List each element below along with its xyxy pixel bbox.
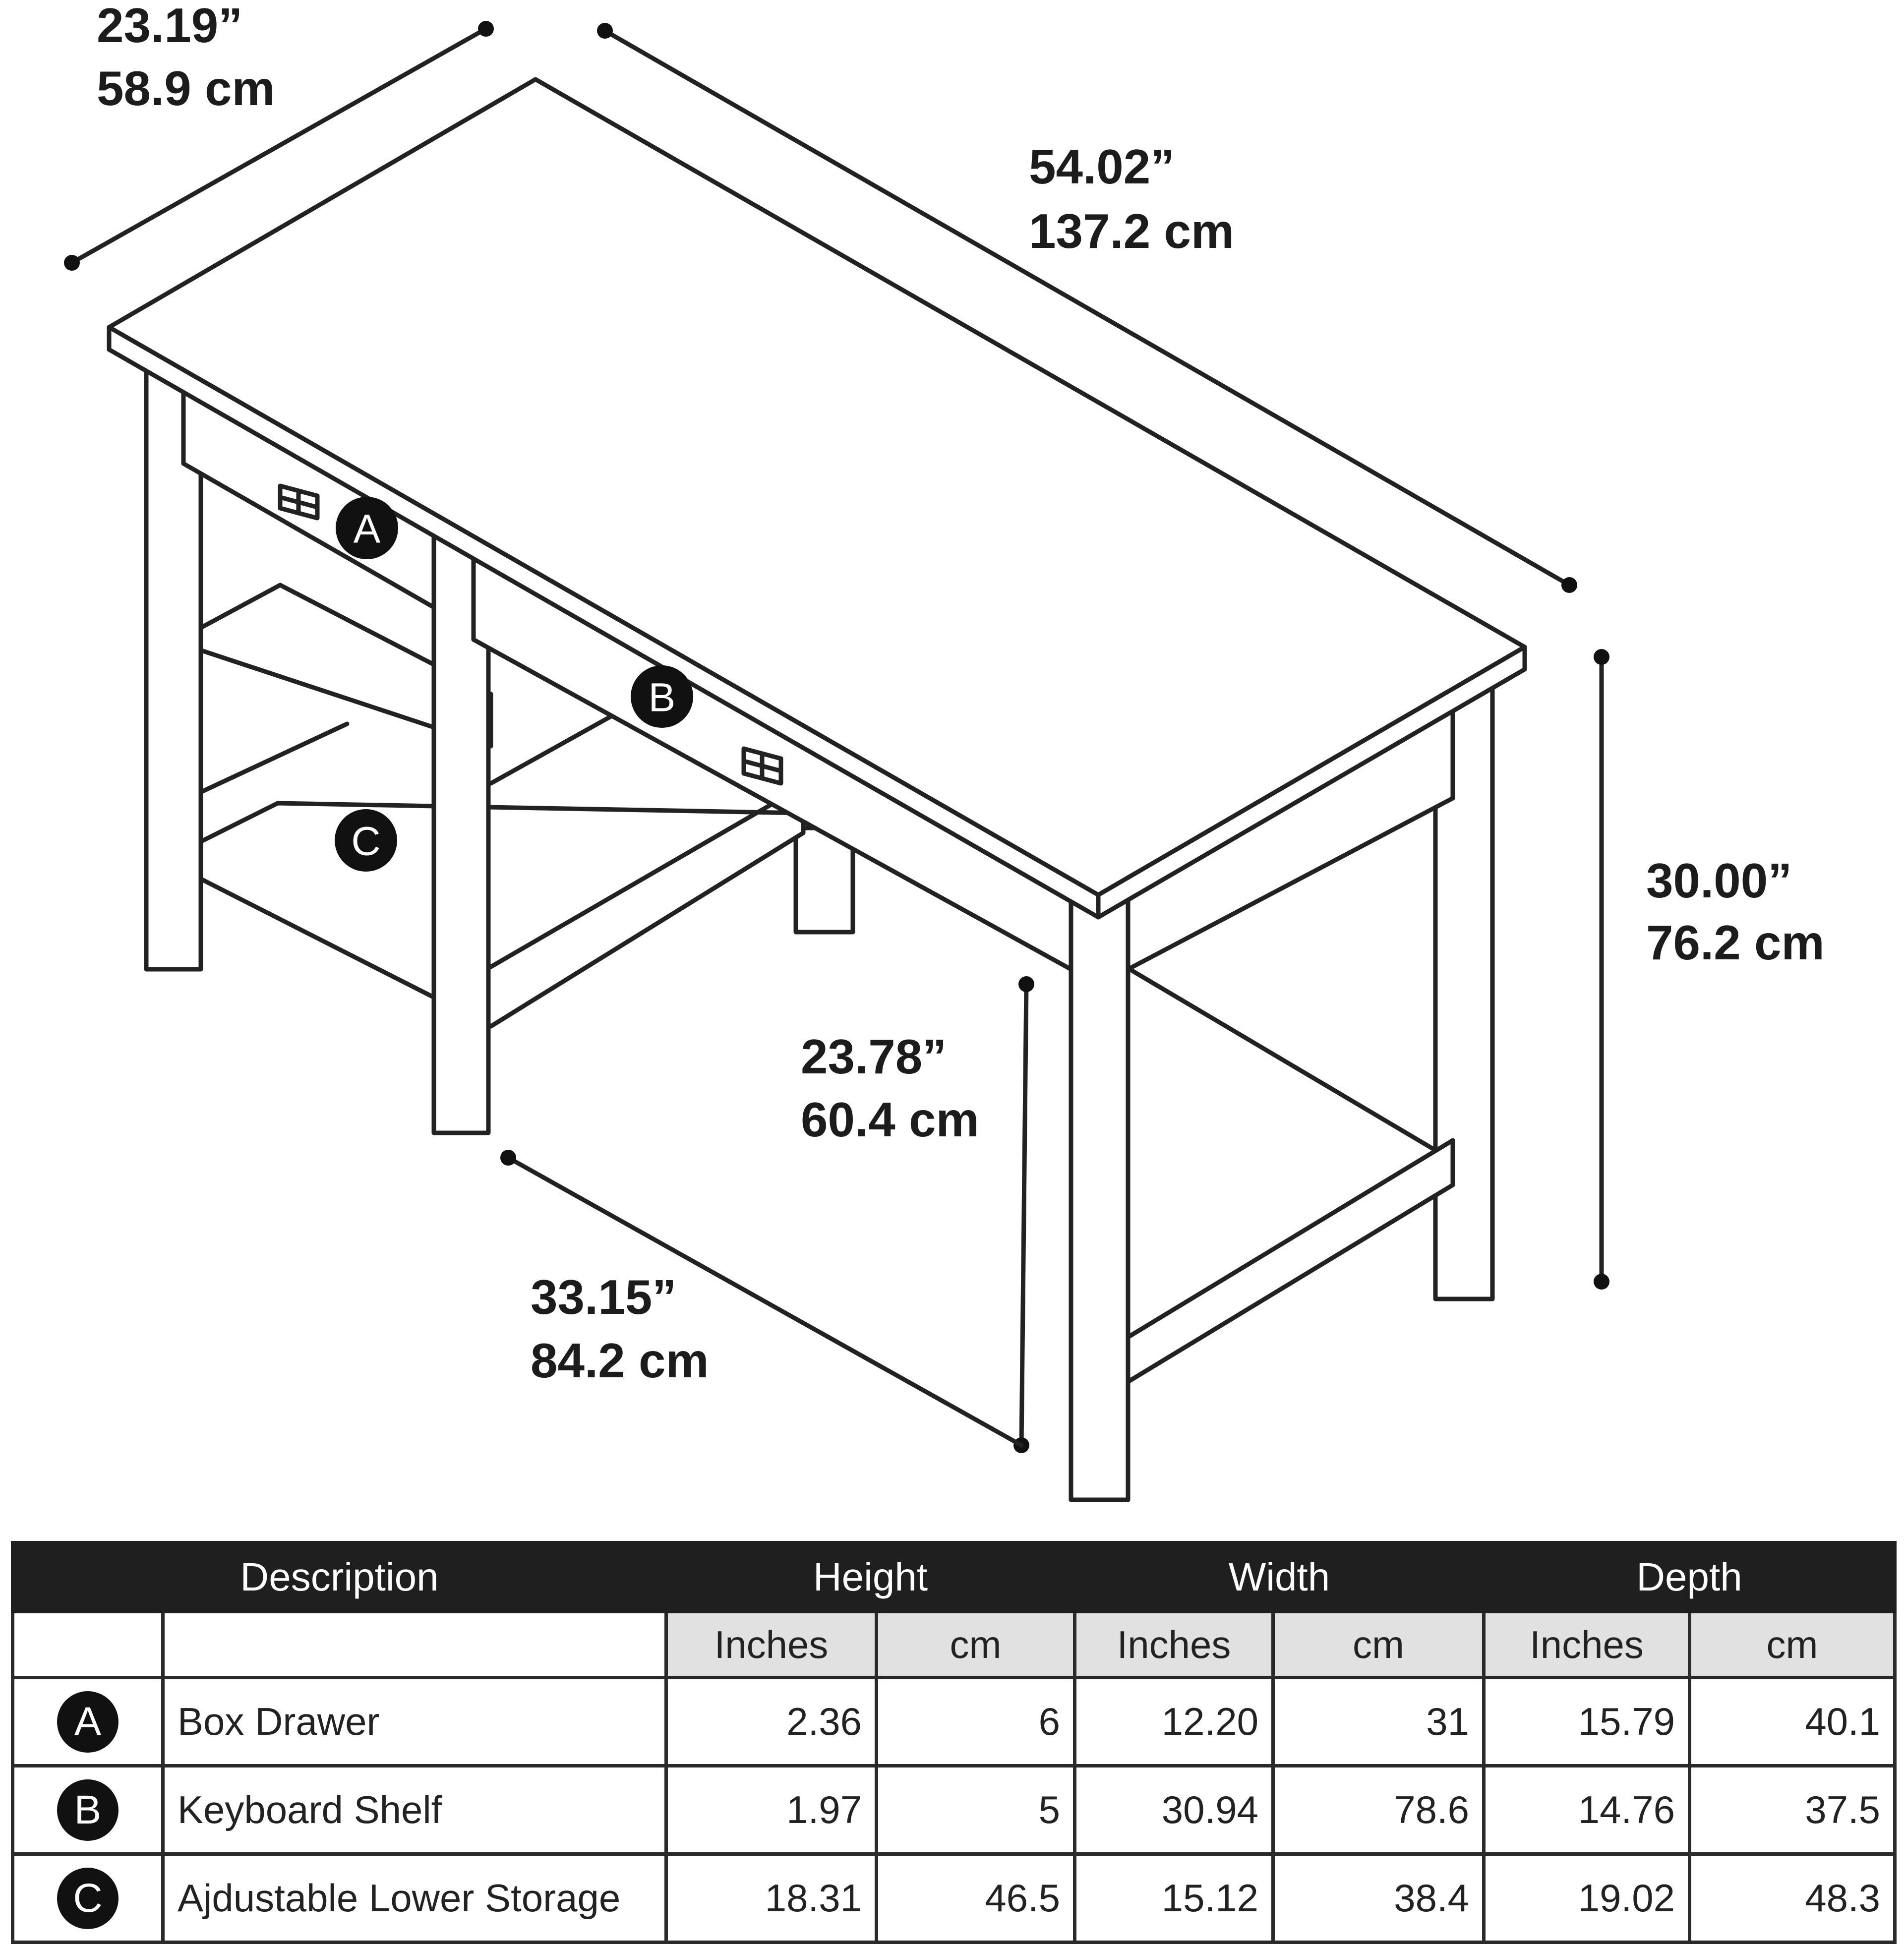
row-height-cm: 46.5	[877, 1854, 1075, 1943]
svg-text:B: B	[648, 675, 676, 720]
height-cm-label: 76.2 cm	[1646, 915, 1825, 970]
callout-c	[335, 809, 397, 872]
row-height-in: 1.97	[666, 1766, 877, 1854]
row-width-cm: 31	[1273, 1678, 1484, 1766]
callout-b-badge: B	[57, 1779, 119, 1841]
row-height-in: 2.36	[666, 1678, 877, 1766]
row-width-in: 30.94	[1075, 1766, 1273, 1854]
front-right-leg	[1071, 895, 1128, 1500]
row-width-in: 15.12	[1075, 1854, 1273, 1943]
row-depth-cm: 40.1	[1690, 1678, 1895, 1766]
row-depth-cm: 37.5	[1690, 1766, 1895, 1854]
row-depth-in: 15.79	[1484, 1678, 1690, 1766]
knee-height-inches-label: 23.78”	[801, 1029, 947, 1084]
row-key-cell	[13, 1766, 163, 1854]
row-description: Box Drawer	[163, 1678, 666, 1766]
table-row	[13, 1766, 1895, 1854]
row-depth-cm: 48.3	[1690, 1854, 1895, 1943]
width-cm-unit: cm	[1273, 1612, 1484, 1678]
height-header: Height	[666, 1543, 1075, 1612]
bottom-shelf-back-edge	[198, 724, 347, 793]
row-description: Keyboard Shelf	[163, 1766, 666, 1854]
row-width-in: 12.20	[1075, 1678, 1273, 1766]
depth-inches-label: 23.19”	[97, 0, 243, 53]
lower-storage-bottom-shelf	[183, 803, 803, 1026]
row-height-in: 18.31	[666, 1854, 877, 1943]
units-blank-cell	[163, 1612, 666, 1678]
units-blank-cell	[13, 1612, 163, 1678]
callout-b	[631, 665, 693, 728]
table-row	[13, 1678, 1895, 1766]
right-back-stretcher	[1126, 967, 1435, 1150]
height-cm-unit: cm	[877, 1612, 1075, 1678]
knee-width-cm-label: 84.2 cm	[531, 1333, 709, 1388]
row-height-cm: 5	[877, 1766, 1075, 1854]
right-lower-stretcher	[1126, 1140, 1453, 1383]
mid-shelf-front-stretcher	[491, 711, 620, 783]
callout-a	[336, 497, 398, 559]
callout-a-badge: A	[57, 1691, 119, 1753]
knee-width-inches-label: 33.15”	[531, 1270, 677, 1324]
description-header: Description	[13, 1543, 666, 1612]
height-inches-label: 30.00”	[1646, 853, 1792, 908]
svg-text:A: A	[353, 506, 381, 552]
depth-inches-unit: Inches	[1484, 1612, 1690, 1678]
row-height-cm: 6	[877, 1678, 1075, 1766]
depth-cm-unit: cm	[1690, 1612, 1895, 1678]
height-inches-unit: Inches	[666, 1612, 877, 1678]
table-header-row	[13, 1543, 1895, 1612]
row-width-cm: 78.6	[1273, 1766, 1484, 1854]
depth-cm-label: 58.9 cm	[97, 61, 275, 116]
svg-text:C: C	[351, 819, 381, 864]
row-depth-in: 14.76	[1484, 1766, 1690, 1854]
depth-header: Depth	[1484, 1543, 1895, 1612]
table-row	[13, 1854, 1895, 1943]
row-key-cell	[13, 1854, 163, 1943]
table-units-row	[13, 1612, 1895, 1678]
callout-c-badge: C	[57, 1868, 119, 1929]
knee-height-dimension-line	[1021, 984, 1026, 1445]
row-width-cm: 38.4	[1273, 1854, 1484, 1943]
width-cm-label: 137.2 cm	[1029, 204, 1235, 258]
row-key-cell	[13, 1678, 163, 1766]
row-depth-in: 19.02	[1484, 1854, 1690, 1943]
width-inches-unit: Inches	[1075, 1612, 1273, 1678]
knee-height-cm-label: 60.4 cm	[801, 1092, 979, 1147]
component-dimensions-table	[11, 1541, 1897, 1944]
width-header: Width	[1075, 1543, 1484, 1612]
row-description: Ajdustable Lower Storage	[163, 1854, 666, 1943]
width-inches-label: 54.02”	[1029, 139, 1175, 194]
